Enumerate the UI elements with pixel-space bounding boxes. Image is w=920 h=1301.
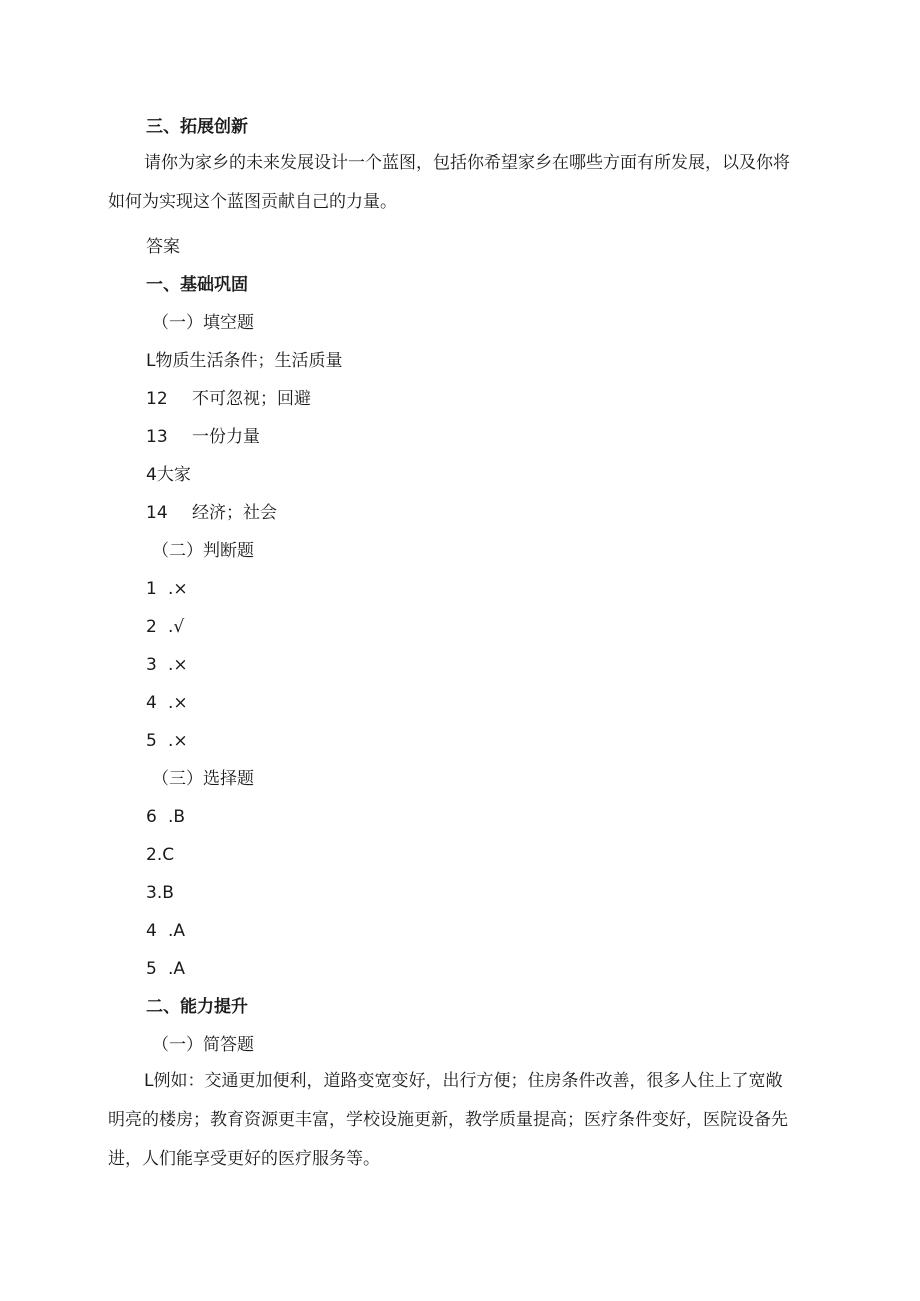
list-item [146,502,277,524]
item-number: 13 [146,427,168,447]
item-text: L物质生活条件；生活质量 [146,351,343,371]
list-item [146,844,174,866]
section3-heading: 三、拓展创新 [146,117,248,137]
part2-heading: 二、能力提升 [146,997,248,1017]
item-text: 不可忽视；回避 [192,389,311,409]
list-item [146,958,185,980]
part1-heading: 一、基础巩固 [146,275,248,295]
list-item [146,388,311,410]
item-number: 2 [146,617,157,637]
item-text: 经济；社会 [192,503,277,523]
short-answer-heading: （一）简答题 [152,1035,254,1055]
item-text: .× [168,655,188,675]
list-item [146,350,342,372]
item-number: 4 [146,693,157,713]
list-item [146,692,188,714]
list-item [146,616,184,638]
list-item [146,882,174,904]
list-item [146,806,185,828]
item-number: 5 [146,959,157,979]
item-text: 2.C [146,845,175,865]
item-text: .× [168,693,188,713]
judge-heading: （二）判断题 [152,541,254,561]
section3-text: 请你为家乡的未来发展设计一个蓝图，包括你希望家乡在哪些方面有所发展，以及你将如何为实现这个蓝图贡献自己的力量。 [108,153,790,212]
item-number: 3 [146,655,157,675]
item-number: 5 [146,731,157,751]
short-answer-text: L例如：交通更加便利，道路变宽变好，出行方便；住房条件改善，很多人住上了宽敞明亮的楼房；教育资源更丰富，学校设施更新，教学质量提高；医疗条件变好，医院设备先进，人们能享受更好的医疗服务等。 [108,1071,788,1169]
item-number: 6 [146,807,157,827]
list-item [146,730,188,752]
item-text: 4大家 [146,465,191,485]
item-text: .× [168,579,188,599]
fill-heading: （一）填空题 [152,313,254,333]
item-text: 3.B [146,883,174,903]
list-item [146,654,188,676]
item-number: 1 [146,579,157,599]
list-item [146,578,188,600]
list-item [146,920,185,942]
item-number: 12 [146,389,168,409]
item-text: .A [168,921,186,941]
list-item [146,464,191,486]
item-text: .A [168,959,186,979]
item-text: .B [168,807,186,827]
item-text: 一份力量 [192,427,260,447]
list-item [146,426,260,448]
item-text: .× [168,731,188,751]
item-number: 14 [146,503,168,523]
item-number: 4 [146,921,157,941]
choice-heading: （三）选择题 [152,769,254,789]
item-text: .√ [168,617,185,637]
answers-label: 答案 [146,237,180,257]
